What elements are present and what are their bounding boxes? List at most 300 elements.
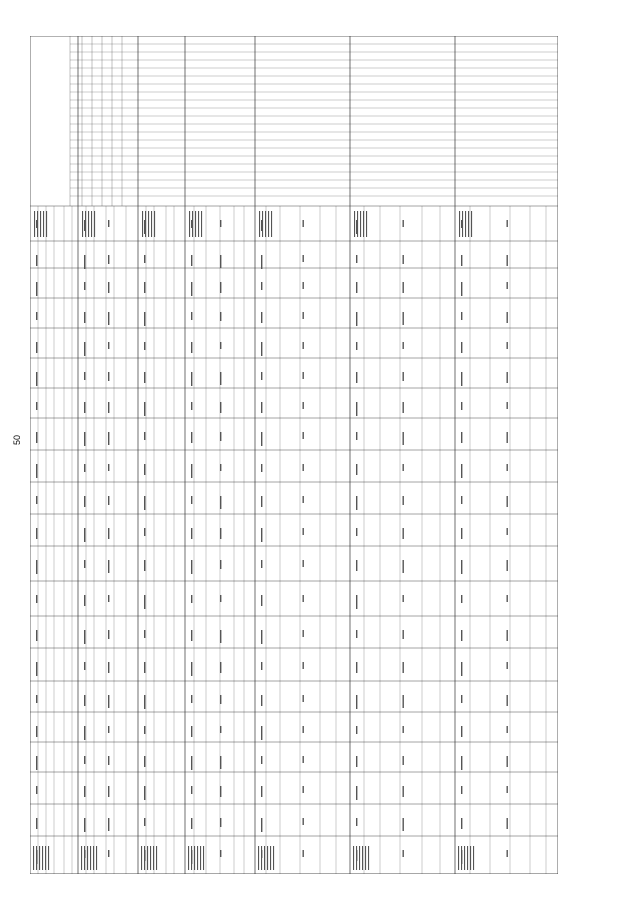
cell-value-mark	[507, 312, 508, 323]
cell-value-mark	[108, 850, 109, 857]
cell-value-mark	[84, 662, 85, 670]
cell-value-mark	[144, 726, 145, 734]
cell-value-mark	[144, 630, 145, 638]
cell-value-mark	[507, 695, 508, 706]
cell-value-mark	[356, 630, 357, 638]
cell-value-mark	[303, 282, 304, 289]
cell-value-mark	[191, 756, 192, 770]
cell-value-mark	[403, 432, 404, 445]
descriptor-text-mark	[365, 846, 366, 870]
cell-value-mark	[303, 372, 304, 379]
cell-value-mark	[36, 630, 37, 641]
cell-value-mark	[507, 402, 508, 409]
descriptor-text-mark	[48, 846, 49, 870]
cell-value-mark	[108, 282, 109, 293]
cell-value-mark	[261, 595, 262, 606]
cell-value-mark	[303, 630, 304, 637]
cell-value-mark	[220, 255, 221, 268]
descriptor-text-mark	[203, 846, 204, 870]
cell-value-mark	[84, 432, 85, 446]
cell-value-mark	[356, 595, 357, 609]
cell-value-mark	[191, 695, 192, 703]
cell-value-mark	[403, 595, 404, 602]
cell-value-mark	[144, 560, 145, 571]
indicator-text-mark	[195, 211, 196, 237]
cell-value-mark	[84, 695, 85, 706]
cell-value-mark	[191, 560, 192, 574]
indicator-text-mark	[198, 211, 199, 237]
cell-value-mark	[303, 220, 304, 227]
indicator-text-mark	[40, 211, 41, 237]
cell-value-mark	[461, 372, 462, 386]
descriptor-text-mark	[191, 846, 192, 870]
cell-value-mark	[220, 528, 221, 539]
cell-value-mark	[36, 402, 37, 410]
descriptor-text-mark	[90, 846, 91, 870]
cell-value-mark	[108, 220, 109, 227]
indicator-text-mark	[262, 211, 263, 237]
cell-value-mark	[261, 630, 262, 644]
descriptor-text-mark	[197, 846, 198, 870]
cell-value-mark	[36, 282, 37, 296]
cell-value-mark	[461, 726, 462, 737]
indicator-text-mark	[46, 211, 47, 237]
indicator-text-mark	[360, 211, 361, 237]
table-grid	[30, 36, 558, 874]
page-number: 50	[12, 434, 22, 445]
cell-value-mark	[507, 342, 508, 349]
cell-value-mark	[261, 402, 262, 413]
descriptor-text-mark	[141, 846, 142, 870]
cell-value-mark	[220, 560, 221, 569]
cell-value-mark	[507, 726, 508, 733]
cell-value-mark	[403, 630, 404, 639]
cell-value-mark	[220, 818, 221, 827]
cell-value-mark	[84, 726, 85, 740]
cell-value-mark	[507, 786, 508, 793]
cell-value-mark	[461, 255, 462, 266]
cell-value-mark	[84, 255, 85, 269]
cell-value-mark	[144, 818, 145, 826]
cell-value-mark	[507, 850, 508, 857]
cell-value-mark	[191, 342, 192, 353]
cell-value-mark	[461, 402, 462, 410]
indicator-text-mark	[145, 211, 146, 237]
cell-value-mark	[84, 372, 85, 380]
cell-value-mark	[303, 850, 304, 857]
cell-value-mark	[191, 282, 192, 296]
cell-value-mark	[220, 726, 221, 733]
cell-value-mark	[108, 818, 109, 831]
cell-value-mark	[108, 595, 109, 602]
cell-value-mark	[461, 496, 462, 504]
indicator-text-mark	[148, 211, 149, 237]
cell-value-mark	[261, 282, 262, 290]
indicator-text-mark	[154, 211, 155, 237]
cell-value-mark	[108, 432, 109, 445]
indicator-text-mark	[201, 211, 202, 237]
cell-value-mark	[191, 402, 192, 410]
indicator-text-mark	[465, 211, 466, 237]
descriptor-text-mark	[258, 846, 259, 870]
cell-value-mark	[403, 786, 404, 797]
cell-value-mark	[403, 695, 404, 708]
cell-value-mark	[461, 595, 462, 603]
cell-value-mark	[303, 528, 304, 535]
cell-value-mark	[36, 342, 37, 353]
cell-value-mark	[220, 312, 221, 321]
cell-value-mark	[303, 595, 304, 602]
cell-value-mark	[261, 560, 262, 568]
cell-value-mark	[144, 695, 145, 709]
cell-value-mark	[220, 662, 221, 673]
cell-value-mark	[191, 818, 192, 829]
cell-value-mark	[220, 695, 221, 704]
indicator-text-mark	[85, 211, 86, 237]
cell-value-mark	[144, 595, 145, 609]
descriptor-text-mark	[87, 846, 88, 870]
cell-value-mark	[191, 630, 192, 641]
descriptor-text-mark	[458, 846, 459, 870]
cell-value-mark	[403, 464, 404, 471]
cell-value-mark	[144, 464, 145, 475]
cell-value-mark	[403, 312, 404, 325]
indicator-text-mark	[363, 211, 364, 237]
cell-value-mark	[403, 220, 404, 227]
cell-value-mark	[220, 595, 221, 602]
cell-value-mark	[461, 695, 462, 703]
cell-value-mark	[84, 786, 85, 797]
descriptor-text-mark	[45, 846, 46, 870]
cell-value-mark	[144, 402, 145, 416]
cell-value-mark	[461, 662, 462, 676]
cell-value-mark	[303, 496, 304, 503]
cell-value-mark	[507, 496, 508, 507]
cell-value-mark	[191, 726, 192, 737]
cell-value-mark	[84, 342, 85, 356]
cell-value-mark	[507, 818, 508, 829]
cell-value-mark	[220, 756, 221, 769]
cell-value-mark	[36, 818, 37, 829]
cell-value-mark	[220, 786, 221, 797]
descriptor-text-mark	[473, 846, 474, 870]
cell-value-mark	[403, 402, 404, 413]
cell-value-mark	[36, 662, 37, 676]
descriptor-text-mark	[188, 846, 189, 870]
cell-value-mark	[220, 630, 221, 643]
indicator-text-mark	[142, 211, 143, 237]
cell-value-mark	[84, 595, 85, 606]
cell-value-mark	[144, 786, 145, 800]
descriptor-text-mark	[470, 846, 471, 870]
descriptor-text-mark	[153, 846, 154, 870]
cell-value-mark	[84, 756, 85, 764]
cell-value-mark	[108, 255, 109, 264]
cell-value-mark	[356, 818, 357, 826]
cell-value-mark	[220, 402, 221, 413]
cell-value-mark	[144, 342, 145, 350]
descriptor-text-mark	[96, 846, 97, 870]
cell-value-mark	[220, 220, 221, 227]
cell-value-mark	[403, 662, 404, 673]
cell-value-mark	[461, 818, 462, 829]
cell-value-mark	[461, 528, 462, 539]
cell-value-mark	[191, 432, 192, 443]
cell-value-mark	[144, 255, 145, 263]
cell-value-mark	[36, 255, 37, 266]
cell-value-mark	[507, 432, 508, 443]
cell-value-mark	[303, 662, 304, 669]
cell-value-mark	[303, 818, 304, 825]
cell-value-mark	[144, 528, 145, 536]
cell-value-mark	[191, 255, 192, 266]
indicator-text-mark	[366, 211, 367, 237]
cell-value-mark	[191, 662, 192, 676]
cell-value-mark	[108, 662, 109, 673]
cell-value-mark	[191, 786, 192, 794]
cell-value-mark	[36, 756, 37, 770]
cell-value-mark	[403, 372, 404, 381]
cell-value-mark	[356, 372, 357, 383]
descriptor-text-mark	[147, 846, 148, 870]
cell-value-mark	[403, 726, 404, 733]
descriptor-text-mark	[261, 846, 262, 870]
cell-value-mark	[108, 402, 109, 413]
cell-value-mark	[507, 662, 508, 669]
cell-value-mark	[507, 595, 508, 602]
indicator-text-mark	[88, 211, 89, 237]
cell-value-mark	[303, 342, 304, 349]
cell-value-mark	[461, 282, 462, 296]
cell-value-mark	[356, 496, 357, 510]
cell-value-mark	[461, 630, 462, 641]
cell-value-mark	[108, 312, 109, 325]
cell-value-mark	[303, 464, 304, 471]
cell-value-mark	[303, 786, 304, 793]
cell-value-mark	[507, 282, 508, 289]
indicator-text-mark	[459, 211, 460, 237]
cell-value-mark	[461, 756, 462, 770]
cell-value-mark	[220, 432, 221, 441]
indicator-text-mark	[259, 211, 260, 237]
cell-value-mark	[36, 432, 37, 443]
cell-value-mark	[36, 312, 37, 320]
cell-value-mark	[108, 630, 109, 639]
cell-value-mark	[220, 496, 221, 509]
cell-value-mark	[356, 255, 357, 263]
cell-value-mark	[220, 850, 221, 857]
cell-value-mark	[220, 372, 221, 385]
cell-value-mark	[108, 342, 109, 349]
cell-value-mark	[303, 560, 304, 567]
cell-value-mark	[261, 695, 262, 706]
cell-value-mark	[84, 496, 85, 507]
cell-value-mark	[108, 756, 109, 765]
cell-value-mark	[461, 312, 462, 320]
descriptor-text-mark	[200, 846, 201, 870]
cell-value-mark	[36, 560, 37, 574]
indicator-text-mark	[82, 211, 83, 237]
cell-value-mark	[261, 662, 262, 670]
cell-value-mark	[403, 282, 404, 293]
descriptor-text-mark	[464, 846, 465, 870]
cell-value-mark	[261, 528, 262, 542]
cell-value-mark	[220, 342, 221, 349]
cell-value-mark	[144, 312, 145, 326]
cell-value-mark	[356, 282, 357, 293]
descriptor-text-mark	[368, 846, 369, 870]
descriptor-text-mark	[362, 846, 363, 870]
cell-value-mark	[144, 496, 145, 510]
cell-value-mark	[461, 560, 462, 574]
cell-value-mark	[36, 528, 37, 539]
indicator-text-mark	[34, 211, 35, 237]
rotated-data-table	[30, 36, 558, 874]
cell-value-mark	[461, 432, 462, 443]
cell-value-mark	[108, 786, 109, 797]
cell-value-mark	[356, 342, 357, 350]
cell-value-mark	[303, 432, 304, 439]
cell-value-mark	[507, 372, 508, 383]
cell-value-mark	[356, 662, 357, 673]
descriptor-text-mark	[359, 846, 360, 870]
cell-value-mark	[191, 496, 192, 504]
descriptor-text-mark	[461, 846, 462, 870]
descriptor-text-mark	[36, 846, 37, 870]
cell-value-mark	[84, 818, 85, 832]
descriptor-text-mark	[267, 846, 268, 870]
cell-value-mark	[507, 756, 508, 767]
indicator-text-mark	[265, 211, 266, 237]
cell-value-mark	[507, 255, 508, 266]
cell-value-mark	[261, 372, 262, 380]
cell-value-mark	[108, 528, 109, 539]
cell-value-mark	[461, 786, 462, 794]
cell-value-mark	[220, 464, 221, 471]
cell-value-mark	[36, 496, 37, 504]
cell-value-mark	[303, 312, 304, 319]
indicator-text-mark	[91, 211, 92, 237]
descriptor-text-mark	[150, 846, 151, 870]
indicator-text-mark	[462, 211, 463, 237]
indicator-text-mark	[37, 211, 38, 237]
descriptor-text-mark	[93, 846, 94, 870]
indicator-text-mark	[43, 211, 44, 237]
cell-value-mark	[261, 342, 262, 356]
descriptor-text-mark	[144, 846, 145, 870]
cell-value-mark	[108, 695, 109, 708]
cell-value-mark	[507, 630, 508, 641]
indicator-text-mark	[471, 211, 472, 237]
cell-value-mark	[461, 464, 462, 478]
cell-value-mark	[191, 372, 192, 386]
cell-value-mark	[144, 372, 145, 383]
cell-value-mark	[261, 756, 262, 764]
cell-value-mark	[403, 850, 404, 857]
descriptor-text-mark	[270, 846, 271, 870]
cell-value-mark	[356, 786, 357, 800]
cell-value-mark	[261, 312, 262, 323]
cell-value-mark	[108, 372, 109, 381]
indicator-text-mark	[189, 211, 190, 237]
cell-value-mark	[36, 372, 37, 386]
cell-value-mark	[261, 255, 262, 269]
cell-value-mark	[303, 726, 304, 733]
cell-value-mark	[507, 528, 508, 535]
cell-value-mark	[84, 312, 85, 323]
descriptor-text-mark	[264, 846, 265, 870]
cell-value-mark	[36, 695, 37, 703]
cell-value-mark	[403, 756, 404, 765]
indicator-text-mark	[192, 211, 193, 237]
cell-value-mark	[191, 312, 192, 320]
descriptor-text-mark	[194, 846, 195, 870]
descriptor-text-mark	[467, 846, 468, 870]
cell-value-mark	[144, 756, 145, 767]
cell-value-mark	[403, 496, 404, 505]
cell-value-mark	[507, 560, 508, 571]
indicator-text-mark	[151, 211, 152, 237]
indicator-text-mark	[354, 211, 355, 237]
indicator-text-mark	[357, 211, 358, 237]
cell-value-mark	[261, 432, 262, 446]
cell-value-mark	[461, 342, 462, 353]
cell-value-mark	[261, 464, 262, 472]
cell-value-mark	[36, 786, 37, 794]
cell-value-mark	[303, 756, 304, 763]
cell-value-mark	[191, 464, 192, 478]
cell-value-mark	[220, 282, 221, 293]
indicator-text-mark	[94, 211, 95, 237]
descriptor-text-mark	[273, 846, 274, 870]
cell-value-mark	[191, 595, 192, 603]
cell-value-mark	[356, 528, 357, 536]
cell-value-mark	[84, 630, 85, 644]
cell-value-mark	[261, 818, 262, 832]
cell-value-mark	[36, 726, 37, 737]
cell-value-mark	[191, 528, 192, 539]
cell-value-mark	[108, 464, 109, 471]
indicator-text-mark	[271, 211, 272, 237]
cell-value-mark	[84, 402, 85, 413]
cell-value-mark	[84, 282, 85, 290]
cell-value-mark	[84, 560, 85, 568]
cell-value-mark	[356, 464, 357, 475]
cell-value-mark	[507, 220, 508, 227]
cell-value-mark	[403, 560, 404, 573]
cell-value-mark	[303, 402, 304, 409]
cell-value-mark	[303, 695, 304, 702]
cell-value-mark	[84, 464, 85, 472]
cell-value-mark	[507, 464, 508, 471]
cell-value-mark	[356, 695, 357, 709]
descriptor-text-mark	[33, 846, 34, 870]
descriptor-text-mark	[42, 846, 43, 870]
descriptor-text-mark	[156, 846, 157, 870]
descriptor-text-mark	[81, 846, 82, 870]
descriptor-text-mark	[356, 846, 357, 870]
descriptor-text-mark	[353, 846, 354, 870]
cell-value-mark	[356, 756, 357, 767]
cell-value-mark	[108, 496, 109, 505]
cell-value-mark	[356, 726, 357, 734]
cell-value-mark	[356, 432, 357, 440]
cell-value-mark	[36, 464, 37, 478]
indicator-text-mark	[268, 211, 269, 237]
cell-value-mark	[261, 726, 262, 740]
cell-value-mark	[403, 528, 404, 539]
descriptor-text-mark	[84, 846, 85, 870]
